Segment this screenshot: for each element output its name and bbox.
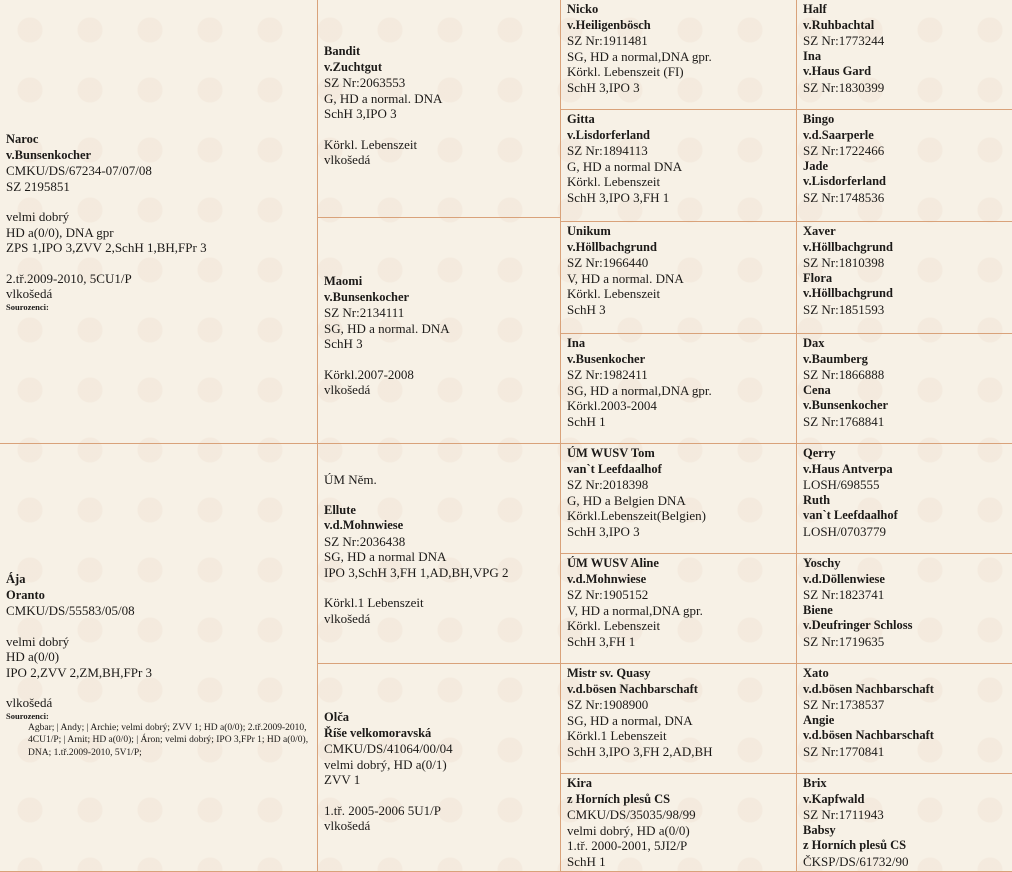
dog-cell-half-ina (797, 0, 1012, 110)
kennel-name: v.Bunsenkocher (324, 289, 410, 304)
dog-detail: Körkl.1 Lebenszeit (567, 728, 667, 743)
dog-detail: ZPS 1,IPO 3,ZVV 2,SchH 1,BH,FPr 3 (6, 240, 207, 255)
dog-detail: IPO 3,SchH 3,FH 1,AD,BH,VPG 2 (324, 564, 509, 580)
spacer (6, 619, 313, 634)
dog-detail: SG, HD a normal,DNA gpr. (567, 382, 712, 398)
kennel-name: v.Höllbachgrund (803, 239, 893, 254)
dog-cell-dax-cena (797, 334, 1012, 444)
kennel-name: v.d.bösen Nachbarschaft (803, 681, 934, 696)
dog-detail: velmi dobrý (6, 633, 70, 649)
dog-detail: Ruth (803, 492, 831, 507)
dog-detail: SZ Nr:1719635 (803, 633, 885, 649)
dog-cell-xaver-flora (797, 222, 1012, 334)
kennel-name: v.Baumberg (803, 351, 868, 366)
dog-detail: SchH 1 (567, 853, 606, 869)
spacer (324, 580, 556, 595)
dog-detail: SZ Nr:1830399 (803, 79, 885, 95)
dog-detail: vlkošedá (6, 286, 53, 301)
dog-detail: HD a(0/0) (6, 649, 60, 664)
dog-detail: v.Höllbachgrund (803, 286, 893, 300)
dog-detail: Biene (803, 602, 833, 617)
dog-detail: SchH 3,IPO 3,FH 2,AD,BH (567, 743, 713, 759)
dog-detail: G, HD a Belgien DNA (567, 492, 686, 508)
dog-cell-bandit (318, 0, 561, 218)
dog-detail: SchH 3 (324, 336, 363, 351)
dog-detail: vlkošedá (324, 152, 371, 167)
dog-detail: ZVV 1 (324, 772, 361, 787)
dog-detail: V, HD a normal,DNA gpr. (567, 602, 703, 618)
dog-detail: SZ Nr:1911481 (567, 33, 648, 48)
dog-name: Unikum (567, 224, 611, 238)
dog-detail: CMKU/DS/67234-07/07/08 (6, 163, 152, 178)
dog-name: Bingo (803, 112, 835, 126)
dog-name: Ája (6, 572, 26, 586)
dog-detail: SZ Nr:1866888 (803, 367, 885, 382)
kennel-name: v.d.Mohnwiese (567, 571, 647, 586)
kennel-name: v.Lisdorferland (567, 127, 650, 142)
dog-detail: 2.tř.2009-2010, 5CU1/P (6, 270, 132, 286)
kennel-name: v.Zuchtgut (324, 59, 383, 74)
dog-detail: Körkl. Lebenszeit (567, 174, 661, 189)
dog-name: Bandit (324, 44, 361, 58)
dog-detail: SZ Nr:1768841 (803, 413, 885, 429)
dog-cell-maomi (318, 218, 561, 444)
dog-detail: SZ Nr:1982411 (567, 367, 648, 382)
spacer (6, 680, 313, 695)
dog-cell-ina (561, 334, 797, 444)
dog-detail: SZ Nr:1748536 (803, 189, 885, 205)
dog-detail: Ina (803, 48, 822, 63)
dog-detail: Babsy (803, 822, 836, 837)
kennel-name: v.d.Döllenwiese (803, 571, 885, 586)
dog-detail: Körkl. Lebenszeit (324, 136, 418, 152)
dog-name: ÚM WUSV Tom (567, 446, 655, 460)
dog-detail: velmi dobrý, HD a(0/1) (324, 756, 447, 772)
dog-detail: v.d.Mohnwiese (324, 518, 404, 532)
dog-name: Mistr sv. Quasy (567, 666, 651, 680)
dog-detail: vlkošedá (324, 610, 371, 626)
dog-detail: SZ Nr:1810398 (803, 255, 885, 270)
kennel-name: v.Kapfwald (803, 791, 865, 806)
dog-detail: v.Deufringer Schloss (803, 618, 913, 632)
dog-detail: SG, HD a normal DNA (324, 549, 447, 564)
dog-detail: SZ Nr:1905152 (567, 587, 649, 602)
kennel-name: v.Haus Antverpa (803, 461, 893, 476)
dog-detail: Angie (803, 712, 835, 727)
dog-detail: CMKU/DS/35035/98/99 (567, 807, 696, 822)
dog-detail: LOSH/0703779 (803, 523, 887, 539)
dog-name: Naroc (6, 132, 39, 146)
spacer (6, 256, 313, 271)
spacer (6, 194, 313, 209)
dog-name: Ina (567, 336, 586, 350)
dog-detail: SZ Nr:2018398 (567, 477, 649, 492)
dog-detail: Flora (803, 270, 833, 285)
dog-detail: HD a(0/0), DNA gpr (6, 224, 114, 240)
dog-detail: SZ Nr:2063553 (324, 75, 406, 90)
dog-detail: van`t Leefdaalhof (803, 508, 898, 522)
dog-detail: SZ Nr:2036438 (324, 533, 406, 549)
dog-cell-nicko (561, 0, 797, 110)
dog-name: Qerry (803, 446, 836, 460)
dog-detail: vlkošedá (6, 695, 53, 710)
siblings-list: Agbar; | Andy; | Archie; velmi dobrý; ZVV 1; HD a(0/0); 2.tř.2009-2010, 4CU1/P; | Arnit; HD a(0/0); | Áron; velmi dobrý; IPO 3,FPr 1; HD a(0/0), DNA; 1.tř.2009-2010, 5V1/P; (28, 722, 309, 758)
dog-name: Maomi (324, 274, 363, 288)
dog-detail: SchH 3,IPO 3 (567, 79, 640, 95)
dog-detail: SchH 3,FH 1 (567, 633, 636, 649)
dog-detail: V, HD a normal. DNA (567, 270, 684, 286)
dog-detail: SchH 3 (567, 301, 606, 317)
dog-detail: Ellute (324, 502, 356, 517)
kennel-name: z Horních plesů CS (567, 791, 671, 806)
dog-detail: vlkošedá (324, 382, 371, 397)
dog-detail: v.Lisdorferland (803, 174, 886, 188)
dog-detail: CMKU/DS/41064/00/04 (324, 741, 453, 756)
siblings-label: Sourozenci: (6, 710, 49, 721)
dog-detail: Körkl.2007-2008 (324, 366, 414, 382)
dog-cell-naroc (0, 0, 318, 444)
kennel-name: v.d.Saarperle (803, 127, 874, 142)
dog-detail: Cena (803, 382, 831, 397)
dog-detail: SZ 2195851 (6, 178, 70, 194)
dog-cell-ellute (318, 444, 561, 664)
dog-name: Nicko (567, 2, 599, 16)
dog-detail: SZ Nr:1711943 (803, 807, 884, 822)
kennel-name: van`t Leefdaalhof (567, 461, 662, 476)
dog-detail: Jade (803, 158, 828, 173)
dog-detail: SZ Nr:1908900 (567, 697, 649, 712)
dog-detail: SZ Nr:2134111 (324, 305, 405, 320)
dog-detail: SZ Nr:1966440 (567, 255, 649, 270)
dog-detail: G, HD a normal. DNA (324, 90, 443, 106)
dog-detail: v.Haus Gard (803, 64, 872, 78)
dog-detail: IPO 2,ZVV 2,ZM,BH,FPr 3 (6, 664, 153, 680)
dog-detail: Körkl.Lebenszeit(Belgien) (567, 508, 706, 523)
dog-detail: SZ Nr:1722466 (803, 143, 885, 158)
dog-detail: 1.tř. 2005-2006 5U1/P (324, 802, 441, 818)
dog-name: Dax (803, 336, 825, 350)
dog-detail: SZ Nr:1770841 (803, 743, 885, 759)
dog-cell-yoschy-biene (797, 554, 1012, 664)
kennel-name: v.Bunsenkocher (6, 147, 92, 162)
dog-detail: SG, HD a normal,DNA gpr. (567, 48, 712, 64)
dog-name: Yoschy (803, 556, 841, 570)
dog-detail: SchH 3,IPO 3,FH 1 (567, 189, 670, 205)
dog-detail: SZ Nr:1738537 (803, 697, 885, 712)
spacer (324, 122, 556, 137)
kennel-name: v.Höllbachgrund (567, 239, 657, 254)
dog-name: ÚM WUSV Aline (567, 556, 659, 570)
dog-detail: LOSH/698555 (803, 477, 880, 492)
dog-cell-kira (561, 774, 797, 872)
dog-cell-brix-babsy (797, 774, 1012, 872)
dog-detail: z Horních plesů CS (803, 838, 907, 852)
kennel-name: v.Heiligenbösch (567, 17, 651, 32)
dog-detail: G, HD a normal DNA (567, 158, 683, 174)
dog-cell-aja (0, 444, 318, 872)
dog-detail: Körkl. Lebenszeit (FI) (567, 64, 684, 79)
kennel-name: v.d.bösen Nachbarschaft (567, 681, 698, 696)
dog-name: Gitta (567, 112, 595, 126)
dog-detail: Körkl.1 Lebenszeit (324, 595, 424, 610)
dog-name: ÚM Něm. (324, 472, 377, 487)
dog-cell-bingo-jade (797, 110, 1012, 222)
dog-cell-olca (318, 664, 561, 872)
kennel-name: Oranto (6, 587, 45, 602)
spacer (324, 352, 556, 367)
dog-cell-unikum (561, 222, 797, 334)
dog-detail: SZ Nr:1773244 (803, 33, 885, 48)
dog-detail: vlkošedá (324, 818, 371, 833)
dog-detail: SG, HD a normal, DNA (567, 712, 693, 728)
dog-detail: Körkl. Lebenszeit (567, 618, 661, 633)
spacer (324, 488, 556, 503)
dog-name: Olča (324, 710, 349, 724)
siblings-label: Sourozenci: (6, 301, 49, 312)
spacer (324, 788, 556, 803)
dog-cell-aline (561, 554, 797, 664)
kennel-name: v.Ruhbachtal (803, 17, 875, 32)
dog-name: Half (803, 2, 827, 16)
dog-detail: SchH 3,IPO 3 (324, 106, 397, 121)
dog-detail: SG, HD a normal. DNA (324, 320, 450, 336)
kennel-name: Říše velkomoravská (324, 725, 432, 740)
dog-detail: velmi dobrý, HD a(0/0) (567, 822, 690, 838)
dog-cell-gitta (561, 110, 797, 222)
dog-detail: SchH 1 (567, 413, 606, 429)
dog-cell-tom (561, 444, 797, 554)
dog-detail: SchH 3,IPO 3 (567, 523, 640, 539)
dog-detail: v.d.bösen Nachbarschaft (803, 728, 934, 742)
dog-detail: SZ Nr:1851593 (803, 301, 885, 317)
dog-name: Brix (803, 776, 827, 790)
dog-cell-xato-angie (797, 664, 1012, 774)
dog-detail: velmi dobrý (6, 209, 70, 224)
dog-detail: Körkl. Lebenszeit (567, 286, 661, 301)
dog-detail: ČKSP/DS/61732/90 (803, 853, 909, 869)
dog-detail: 1.tř. 2000-2001, 5JI2/P (567, 838, 688, 853)
dog-cell-qerry-ruth (797, 444, 1012, 554)
dog-name: Xaver (803, 224, 836, 238)
dog-cell-quasy (561, 664, 797, 774)
dog-detail: Körkl.2003-2004 (567, 398, 657, 413)
dog-detail: CMKU/DS/55583/05/08 (6, 603, 135, 618)
dog-detail: SZ Nr:1894113 (567, 143, 648, 158)
dog-detail: v.Bunsenkocher (803, 398, 889, 412)
dog-detail: SZ Nr:1823741 (803, 587, 885, 602)
kennel-name: v.Busenkocher (567, 351, 646, 366)
dog-name: Kira (567, 776, 592, 790)
dog-name: Xato (803, 666, 829, 680)
